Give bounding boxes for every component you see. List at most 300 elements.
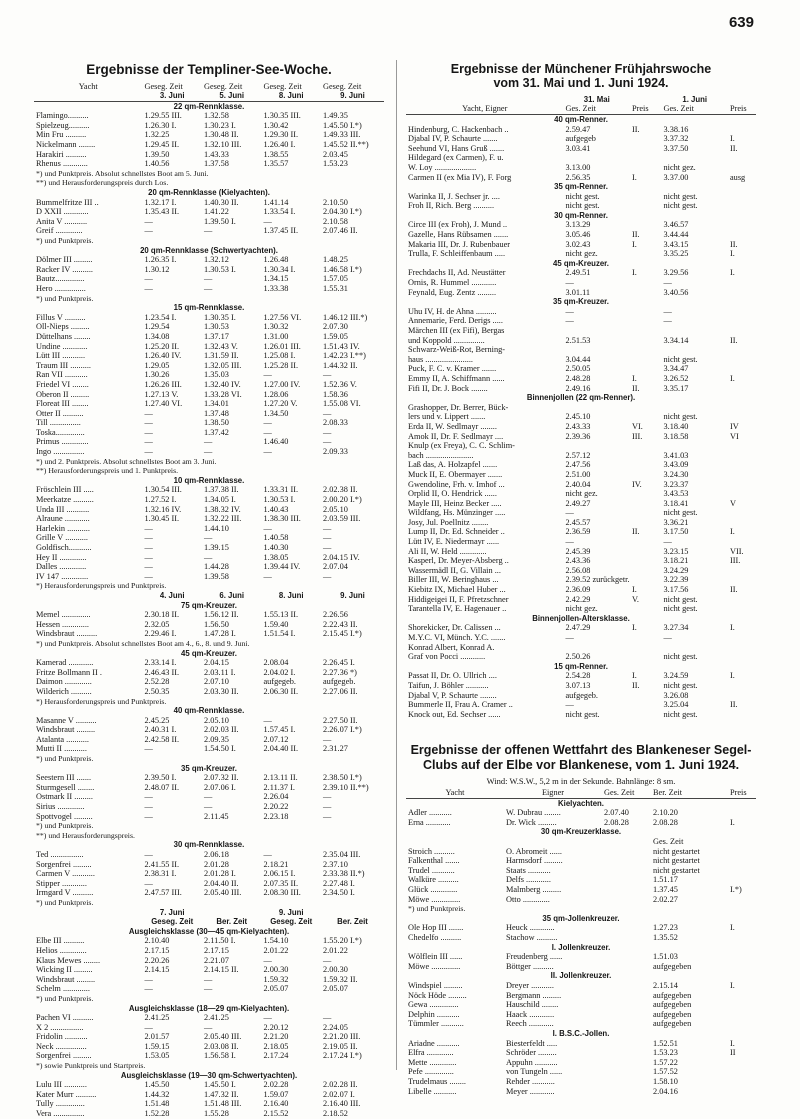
result-row bbox=[34, 130, 384, 140]
result-cell bbox=[630, 278, 662, 288]
result-row bbox=[34, 783, 384, 793]
result-cell: 3.07.13 bbox=[565, 680, 591, 690]
result-cell: 1.37.48 bbox=[204, 408, 229, 418]
yacht-name: Carmen V ........... bbox=[36, 869, 95, 879]
result-row bbox=[34, 1032, 384, 1042]
result-cell bbox=[602, 1048, 651, 1058]
result-cell: — bbox=[144, 437, 153, 447]
result-row bbox=[34, 658, 384, 668]
col-header: Ges. Zeit bbox=[564, 104, 631, 114]
result-cell: — bbox=[565, 316, 574, 326]
result-cell: 2.08.28 bbox=[653, 817, 678, 827]
result-row bbox=[406, 643, 756, 653]
result-row bbox=[34, 505, 384, 515]
result-cell: I. bbox=[730, 671, 735, 681]
class-heading bbox=[34, 706, 384, 716]
result-cell: — bbox=[323, 734, 332, 744]
result-cell bbox=[728, 1077, 756, 1087]
result-cell: 1.57.52 bbox=[653, 1067, 678, 1077]
result-row bbox=[406, 163, 756, 173]
result-cell bbox=[630, 220, 662, 230]
result-row bbox=[406, 923, 756, 933]
class-heading-text: Ausgleichsklasse (19—30 qm-Schwertyachten). bbox=[120, 1070, 298, 1080]
result-cell: nicht gestartet bbox=[653, 846, 700, 856]
result-cell: 3.43.15 bbox=[663, 239, 689, 249]
class-heading bbox=[406, 914, 756, 924]
yacht-name: Warinka II, J. Sechser jr. .... bbox=[408, 191, 500, 201]
result-cell: 1.29.30 II. bbox=[263, 130, 299, 140]
result-cell: 2.03.59 III. bbox=[323, 514, 361, 524]
result-row bbox=[406, 489, 756, 499]
result-cell: — bbox=[144, 226, 153, 236]
result-cell: 2.42.58 II. bbox=[144, 734, 180, 744]
result-cell: nicht gest. bbox=[565, 709, 600, 719]
yacht-name: Wölflein III ...... bbox=[408, 952, 463, 962]
yacht-name: Memel .............. bbox=[36, 610, 91, 620]
yacht-name: Nickelmann ........ bbox=[36, 140, 96, 150]
yacht-name: Walküre .......... bbox=[408, 875, 459, 885]
result-cell bbox=[728, 952, 756, 962]
result-cell: 1.56.50 bbox=[204, 619, 229, 629]
result-cell: Biesterfeldt ..... bbox=[506, 1038, 558, 1048]
result-cell: 1.44.32 bbox=[144, 1089, 170, 1099]
result-cell: 2.45.10 bbox=[565, 412, 591, 422]
yacht-name: Greif ............. bbox=[36, 226, 83, 236]
result-row bbox=[406, 556, 756, 566]
yacht-name: Makaria III, Dr. J. Rubenbauer bbox=[408, 239, 511, 249]
result-cell bbox=[630, 412, 662, 422]
result-cell: — bbox=[323, 523, 332, 533]
yacht-name bbox=[34, 591, 143, 601]
result-cell bbox=[602, 981, 651, 991]
result-cell bbox=[602, 847, 651, 857]
result-cell: — bbox=[323, 802, 332, 812]
result-cell bbox=[602, 856, 651, 866]
result-cell: — bbox=[204, 226, 213, 236]
class-heading bbox=[406, 662, 756, 672]
yacht-name: Trudel ........... bbox=[408, 865, 455, 875]
result-cell: 1.32.16 IV. bbox=[144, 504, 182, 514]
footnote bbox=[34, 236, 384, 246]
yacht-name: Shorekicker, Dr. Calissen ... bbox=[408, 623, 501, 633]
result-cell: 2.27.06 II. bbox=[323, 686, 358, 696]
col-header: Eigner bbox=[504, 788, 602, 798]
result-cell: 4. Juni bbox=[159, 590, 185, 600]
result-cell: 2.47.57 III. bbox=[144, 888, 182, 898]
yacht-name: Passat II, Dr. O. Ullrich .... bbox=[408, 671, 497, 681]
result-cell: 2.39.10 II.**) bbox=[323, 782, 369, 792]
result-row bbox=[34, 332, 384, 342]
yacht-name: Sorgenfrei ......... bbox=[36, 1051, 92, 1061]
yacht-name: Muck II, E. Obermayer ....... bbox=[408, 469, 503, 479]
yacht-name: Erda II, W. Sedlmayr ........ bbox=[408, 421, 497, 431]
result-cell: 2.18.21 bbox=[263, 859, 289, 869]
result-cell: — bbox=[323, 955, 332, 965]
yacht-name: W. Loy .................... bbox=[408, 162, 477, 172]
result-cell: 3.25.04 bbox=[663, 700, 689, 710]
result-cell: 1.43.33 bbox=[204, 149, 229, 159]
result-cell: — bbox=[144, 878, 153, 888]
result-cell: 3.26.08 bbox=[663, 690, 689, 700]
result-cell bbox=[564, 643, 631, 653]
result-cell: 1.40.56 bbox=[144, 159, 170, 169]
result-cell: 1.26.26 III. bbox=[144, 379, 182, 389]
result-cell: 1.55.08 VI. bbox=[323, 399, 361, 409]
yacht-name: Kiebitz IX, Michael Huber ... bbox=[408, 585, 506, 595]
result-cell: 2.36.59 bbox=[565, 527, 591, 537]
result-cell: 2.03.08 II. bbox=[204, 1041, 239, 1051]
result-cell: 2.02.07 I. bbox=[323, 1089, 355, 1099]
result-cell: 3.26.52 bbox=[663, 373, 689, 383]
yacht-name: Neck ............... bbox=[36, 1041, 87, 1051]
yacht-name: Meerkatze .......... bbox=[36, 495, 94, 505]
col-header: Geseg. Zeit bbox=[144, 81, 183, 91]
result-cell: — bbox=[263, 1013, 272, 1023]
yacht-name: Seehund VI, Hans Gruß ....... bbox=[408, 143, 505, 153]
result-cell: 1.46.58 I.*) bbox=[323, 264, 362, 274]
result-cell: 3.02.43 bbox=[565, 239, 591, 249]
result-cell: 2.56.35 bbox=[565, 172, 591, 182]
footnote-text: *) und Punktpreis. Absolut schnellstes Boot am 4., 6., 8. und 9. Juni. bbox=[36, 638, 250, 648]
yacht-name: Orplid II, O. Hendrick ...... bbox=[408, 489, 497, 499]
result-cell: 2.39.36 bbox=[565, 431, 591, 441]
date-header: 31. Mai bbox=[583, 94, 610, 104]
yacht-name: D XXII ............ bbox=[36, 207, 89, 217]
result-cell bbox=[630, 249, 662, 259]
result-cell: 1.26.35 I. bbox=[144, 255, 177, 265]
result-cell: ausg bbox=[730, 172, 746, 182]
result-cell: 2.07.06 I. bbox=[204, 782, 236, 792]
result-row bbox=[406, 1000, 756, 1010]
class-heading-text: 30 qm-Renner. bbox=[554, 210, 608, 220]
result-cell bbox=[602, 885, 651, 895]
result-cell bbox=[630, 460, 662, 470]
yacht-name: Klaus Mewes ........ bbox=[36, 955, 101, 965]
result-row bbox=[406, 991, 756, 1001]
result-row bbox=[406, 230, 756, 240]
result-cell: Haack ............ bbox=[506, 1009, 555, 1019]
result-row bbox=[34, 1109, 384, 1119]
result-cell: 2.04.40 II. bbox=[204, 878, 239, 888]
result-row bbox=[34, 725, 384, 735]
result-cell: 2.20.12 bbox=[263, 1022, 289, 1032]
result-cell: 3.34.47 bbox=[663, 364, 689, 374]
result-row bbox=[406, 316, 756, 326]
result-cell: 1.23.54 I. bbox=[144, 312, 177, 322]
result-cell: Böttger .......... bbox=[506, 961, 554, 971]
result-cell: 1.30.26 bbox=[144, 370, 170, 380]
yacht-name: Masanne V .......... bbox=[36, 715, 97, 725]
result-cell: 1.39.15 bbox=[204, 543, 229, 553]
result-cell bbox=[662, 403, 729, 413]
yacht-name: Sirius ............. bbox=[36, 802, 85, 812]
col-header: Ges. Zeit bbox=[662, 104, 729, 114]
result-cell: 3.34.14 bbox=[663, 335, 689, 345]
yacht-name: Pachen VI .......... bbox=[36, 1013, 94, 1023]
yacht-name: Rhenus ............ bbox=[36, 159, 88, 169]
result-cell: II. bbox=[632, 527, 640, 537]
result-row bbox=[406, 895, 756, 905]
result-row bbox=[34, 936, 384, 946]
result-cell bbox=[728, 566, 756, 576]
yacht-name: Frechdachs II, Ad. Neustätter bbox=[408, 268, 506, 278]
result-cell: — bbox=[565, 508, 574, 518]
result-cell: 1.27.23 bbox=[653, 923, 678, 933]
footnote bbox=[34, 466, 384, 476]
result-cell: — bbox=[263, 955, 272, 965]
yacht-name: und Koppold ............... bbox=[408, 335, 485, 345]
footnote bbox=[34, 294, 384, 304]
result-row bbox=[406, 355, 756, 365]
class-heading-text: Binnenjollen-Altersklasse. bbox=[532, 613, 630, 623]
result-cell: 2.38.50 I.*) bbox=[323, 773, 362, 783]
class-heading-text: 35 qm-Renner. bbox=[554, 182, 608, 192]
result-cell: 1.51.48 bbox=[144, 1099, 170, 1109]
result-cell: I. bbox=[632, 239, 637, 249]
yacht-name: Hiddigeigei II, F. Pfretzschner bbox=[408, 594, 509, 604]
yacht-name: Tarantella IV, E. Hagenauer .. bbox=[408, 604, 507, 614]
result-cell: 2.45.57 bbox=[565, 517, 591, 527]
result-cell: 1.38.30 III. bbox=[263, 514, 301, 524]
result-cell: 2.01.28 bbox=[204, 859, 229, 869]
result-row bbox=[406, 537, 756, 547]
result-cell bbox=[728, 895, 756, 905]
result-row bbox=[406, 866, 756, 876]
yacht-name: Taifun, J. Böhler ........... bbox=[408, 680, 489, 690]
result-cell bbox=[630, 441, 662, 451]
result-cell: 2.17.15 bbox=[204, 945, 229, 955]
yacht-name: Windspiel ......... bbox=[408, 980, 463, 990]
templin-title: Ergebnisse der Templiner-See-Woche. bbox=[86, 62, 332, 77]
yacht-name: Knock out, Ed. Sechser ...... bbox=[408, 709, 501, 719]
result-cell: 2.50.05 bbox=[565, 364, 591, 374]
result-row bbox=[34, 447, 384, 457]
result-cell bbox=[728, 856, 756, 866]
result-cell: 2.05.07 bbox=[323, 984, 348, 994]
yacht-name: Min Fru .......... bbox=[36, 130, 87, 140]
result-cell: 1.28.06 bbox=[263, 389, 289, 399]
result-cell bbox=[728, 875, 756, 885]
result-row bbox=[406, 652, 756, 662]
footnote bbox=[34, 457, 384, 467]
class-heading-text: 35 qm-Kreuzer. bbox=[181, 763, 237, 773]
footnote-text: *) und Punktpreis. bbox=[408, 904, 466, 914]
result-cell: 3.29.56 bbox=[663, 268, 689, 278]
result-cell: 2.09.33 bbox=[323, 447, 348, 457]
result-cell bbox=[630, 489, 662, 499]
result-cell: 1.25.08 I. bbox=[263, 351, 296, 361]
result-cell: I. bbox=[730, 134, 735, 144]
page-number: 639 bbox=[728, 14, 754, 31]
result-cell: 2.20.26 bbox=[144, 955, 170, 965]
result-cell: 1.29.54 bbox=[144, 322, 170, 332]
result-cell: 1.31.59 II. bbox=[204, 351, 239, 361]
result-cell: — bbox=[663, 306, 672, 316]
result-cell: Reech ............ bbox=[506, 1019, 554, 1029]
result-row bbox=[34, 265, 384, 275]
result-row bbox=[34, 121, 384, 131]
result-cell bbox=[728, 837, 756, 847]
result-cell: 2.04.40 II. bbox=[263, 744, 299, 754]
class-heading bbox=[34, 1071, 384, 1081]
result-cell: 1.32.05 III. bbox=[204, 360, 242, 370]
footnote bbox=[34, 898, 384, 908]
result-cell: — bbox=[204, 274, 213, 284]
result-row bbox=[34, 802, 384, 812]
result-cell: 1.39.50 I. bbox=[204, 216, 236, 226]
result-cell: 2.07.04 bbox=[323, 562, 348, 572]
result-cell: 2.36.09 bbox=[565, 585, 591, 595]
result-cell: 2.03.30 II. bbox=[204, 686, 239, 696]
result-cell: — bbox=[144, 792, 153, 802]
result-cell bbox=[630, 163, 662, 173]
class-heading-text: 30 qm-Rennklasse. bbox=[173, 840, 245, 850]
class-heading bbox=[34, 927, 384, 937]
blankenese-title bbox=[406, 743, 756, 772]
result-cell: I. bbox=[632, 268, 637, 278]
result-cell: 2.24.05 bbox=[323, 1022, 348, 1032]
result-cell bbox=[728, 153, 756, 163]
yacht-name: Elfra ............. bbox=[408, 1048, 454, 1058]
result-cell: VI. bbox=[632, 421, 643, 431]
result-cell bbox=[728, 681, 756, 691]
result-cell: 1.45.50 I.*) bbox=[323, 120, 362, 130]
class-heading-text: 40 qm-Rennklasse. bbox=[173, 706, 245, 716]
result-cell: 1.48.25 bbox=[323, 255, 348, 265]
yacht-name: Flamingo.......... bbox=[36, 111, 89, 121]
result-cell: 1.41.22 bbox=[204, 207, 229, 217]
yacht-name: Unda III ........... bbox=[36, 504, 90, 514]
result-cell: 3.44.44 bbox=[663, 230, 689, 240]
result-cell bbox=[728, 575, 756, 585]
result-cell: 3.18.40 bbox=[663, 421, 689, 431]
yacht-name: Delphin ........... bbox=[408, 1009, 460, 1019]
yacht-name: Anita V ........... bbox=[36, 216, 88, 226]
blankenese-title-line1: Ergebnisse der offenen Wettfahrt des Blankeneser Segel- bbox=[410, 743, 752, 758]
result-row bbox=[34, 533, 384, 543]
result-cell: — bbox=[204, 283, 213, 293]
result-cell: 2.05.40 III. bbox=[204, 888, 242, 898]
class-heading bbox=[34, 649, 384, 659]
result-cell: 1.27.20 V. bbox=[263, 399, 298, 409]
result-cell: 2.30.18 II. bbox=[144, 610, 180, 620]
result-cell: I. bbox=[632, 172, 637, 182]
result-row bbox=[34, 351, 384, 361]
result-cell: 2.27.50 II. bbox=[323, 715, 358, 725]
result-cell: nicht gest. bbox=[663, 201, 698, 211]
result-cell: 1.35.52 bbox=[653, 933, 678, 942]
result-row bbox=[34, 198, 384, 208]
date-header: 5. Juni bbox=[202, 91, 262, 101]
result-cell bbox=[630, 499, 662, 509]
yacht-name: Gwendoline, Frh. v. Imhof ... bbox=[408, 479, 505, 489]
result-cell: Staats ........... bbox=[506, 865, 551, 875]
result-row bbox=[34, 217, 384, 227]
result-cell: 2.04.16 bbox=[653, 1086, 678, 1096]
result-cell: 2.07.30 bbox=[323, 322, 348, 332]
result-cell: 1.29.05 bbox=[144, 360, 170, 370]
result-cell: — bbox=[144, 562, 153, 572]
result-row bbox=[34, 428, 384, 438]
result-cell: 2.33.38 II.*) bbox=[323, 869, 365, 879]
result-cell bbox=[602, 1077, 651, 1087]
result-row bbox=[406, 480, 756, 490]
result-row bbox=[406, 345, 756, 355]
result-cell: — bbox=[144, 974, 153, 984]
result-cell: nicht gest. bbox=[663, 652, 698, 662]
result-cell bbox=[602, 933, 651, 943]
result-row bbox=[34, 879, 384, 889]
result-cell: — bbox=[323, 811, 332, 821]
yacht-name: X 2 ................ bbox=[36, 1022, 84, 1032]
result-cell: 3.24.29 bbox=[663, 565, 689, 575]
result-cell: 1.30.35 I. bbox=[204, 312, 236, 322]
result-cell: nicht gez. bbox=[663, 162, 696, 172]
result-cell: 1.37.17 bbox=[204, 331, 229, 341]
result-cell: I. bbox=[730, 527, 735, 537]
result-cell bbox=[630, 691, 662, 701]
yacht-name: Lump II, Dr. Ed. Schneider .. bbox=[408, 527, 505, 537]
result-cell bbox=[602, 866, 651, 876]
footnote bbox=[34, 754, 384, 764]
result-cell bbox=[630, 518, 662, 528]
result-cell: II. bbox=[632, 124, 640, 134]
result-cell: 1.49.33 III. bbox=[323, 130, 361, 140]
result-cell: IV. bbox=[632, 479, 642, 489]
result-cell: 1.26.30 I. bbox=[144, 120, 177, 130]
result-cell: 1.26.01 III. bbox=[263, 341, 301, 351]
result-cell bbox=[630, 604, 662, 614]
class-heading bbox=[34, 764, 384, 774]
footnote-text: *) und Punktpreis. bbox=[36, 897, 94, 907]
result-row bbox=[406, 220, 756, 230]
result-row bbox=[34, 1090, 384, 1100]
result-cell bbox=[728, 278, 756, 288]
result-cell bbox=[602, 875, 651, 885]
result-cell: II. bbox=[730, 700, 738, 710]
result-cell: 2.14.15 bbox=[144, 965, 170, 975]
result-row bbox=[34, 380, 384, 390]
result-cell bbox=[728, 230, 756, 240]
yacht-name: Märchen III (ex Fifi), Bergas bbox=[408, 326, 505, 335]
munich-results bbox=[406, 114, 756, 719]
result-row bbox=[34, 495, 384, 505]
yacht-name: lers und v. Lippert ....... bbox=[408, 412, 486, 422]
result-cell: 6. Juni bbox=[219, 590, 245, 600]
munich-title-line1: Ergebnisse der Münchener Frühjahrswoche bbox=[450, 62, 712, 76]
result-cell: 1.52.51 bbox=[653, 1038, 678, 1048]
result-cell: 3.22.39 bbox=[663, 575, 689, 585]
yacht-name: Amok II, Dr. F. Sedlmayr .... bbox=[408, 431, 504, 441]
result-cell bbox=[630, 710, 662, 720]
result-row bbox=[406, 1010, 756, 1020]
result-cell: — bbox=[144, 523, 153, 533]
footnote bbox=[34, 169, 384, 179]
result-cell bbox=[728, 307, 756, 317]
result-cell bbox=[728, 1019, 756, 1029]
footnote-text: *) und Punktpreis. bbox=[36, 821, 94, 831]
result-cell bbox=[602, 952, 651, 962]
result-cell: 3.01.11 bbox=[565, 287, 591, 297]
yacht-name: Mette ............. bbox=[408, 1057, 457, 1067]
result-cell: 2.06.15 I. bbox=[263, 869, 296, 879]
result-cell: 1.30.42 bbox=[263, 120, 289, 130]
blankenese-header-row bbox=[406, 788, 756, 798]
result-cell: 1.30.53 I. bbox=[263, 495, 296, 505]
result-cell: — bbox=[144, 571, 153, 581]
class-heading-text: I. Jollenkreuzer. bbox=[551, 942, 611, 952]
result-cell bbox=[728, 384, 756, 394]
